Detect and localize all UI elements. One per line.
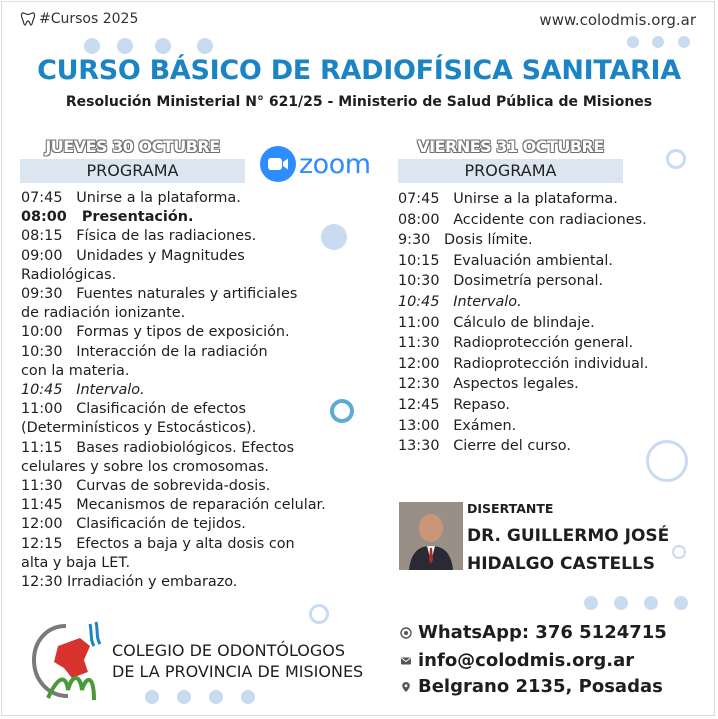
schedule-item: 13:30 Cierre del curso.	[398, 438, 571, 455]
day1-schedule	[21, 189, 361, 592]
page-subtitle: Resolución Ministerial N° 621/25 - Ministerio de Salud Pública de Misiones	[65, 94, 653, 110]
decor-dot	[614, 596, 628, 610]
zoom-camera-icon	[260, 146, 296, 182]
whatsapp-text: WhatsApp: 376 5124715	[418, 622, 667, 643]
schedule-item: 09:30 Fuentes naturales y artificiales de radiación ionizante.	[21, 286, 298, 322]
decor-ring	[672, 545, 686, 559]
schedule-item: 12:45 Repaso.	[398, 396, 510, 413]
contact-email[interactable]	[400, 650, 634, 671]
address-text: Belgrano 2135, Posadas	[418, 676, 663, 697]
schedule-item: 10:30 Dosimetría personal.	[398, 273, 604, 290]
whatsapp-icon	[400, 627, 412, 639]
speaker-photo	[399, 502, 463, 570]
schedule-item: 09:00 Unidades y Magnitudes Radiológicas.	[21, 247, 245, 283]
schedule-item: 12:15 Efectos a baja y alta dosis con alta y baja LET.	[21, 535, 295, 571]
day1-program-label: PROGRAMA	[20, 159, 245, 183]
schedule-item: 08:15 Física de las radiaciones.	[21, 228, 257, 245]
decor-dot	[652, 36, 664, 48]
decor-dot	[674, 596, 688, 610]
college-name-line2: DE LA PROVINCIA DE MISIONES	[112, 662, 364, 681]
page-title: CURSO BÁSICO DE RADIOFÍSICA SANITARIA	[37, 55, 681, 86]
schedule-item: 11:30 Curvas de sobrevida-dosis.	[21, 478, 271, 495]
college-name-line1: COLEGIO DE ODONTÓLOGOS	[112, 641, 346, 660]
decor-dot	[145, 690, 159, 704]
schedule-item: 10:30 Interacción de la radiación con la materia.	[21, 343, 268, 379]
email-text: info@colodmis.org.ar	[418, 650, 635, 671]
schedule-item: 08:00 Accidente con radiaciones.	[398, 211, 647, 228]
decor-dot	[241, 690, 255, 704]
schedule-item: 13:00 Exámen.	[398, 417, 517, 434]
day2-program-label: PROGRAMA	[398, 159, 623, 183]
tooth-icon	[20, 11, 36, 27]
day2-schedule	[398, 189, 698, 457]
schedule-item: 12:00 Radioprotección individual.	[398, 355, 649, 372]
schedule-item: 11:00 Cálculo de blindaje.	[398, 314, 595, 331]
schedule-item: 10:45 Intervalo.	[21, 382, 145, 399]
schedule-item: 12:30 Irradiación y embarazo.	[21, 574, 238, 591]
college-name	[112, 640, 363, 682]
decor-dot	[644, 596, 658, 610]
schedule-item: 10:00 Formas y tipos de exposición.	[21, 324, 290, 341]
speaker-name-line2: HIDALGO CASTELLS	[467, 554, 655, 574]
decor-dot	[117, 38, 133, 54]
zoom-wordmark: zoom	[299, 148, 371, 180]
schedule-item: 10:45 Intervalo.	[398, 293, 522, 310]
schedule-item: 11:15 Bases radiobiológicos. Efectos celulares y sobre los cromosomas.	[21, 439, 295, 475]
decor-dot	[155, 38, 171, 54]
decor-dot	[584, 596, 598, 610]
schedule-item: 11:30 Radioprotección general.	[398, 335, 634, 352]
schedule-item: 10:15 Evaluación ambiental.	[398, 252, 613, 269]
speaker-name-line1: DR. GUILLERMO JOSÉ	[467, 526, 670, 546]
schedule-item: 9:30 Dosis límite.	[398, 232, 533, 249]
day1-heading: JUEVES 30 OCTUBRE	[45, 137, 220, 156]
website-url[interactable]: www.colodmis.org.ar	[539, 11, 696, 29]
decor-dot	[197, 38, 213, 54]
schedule-item: 07:45 Unirse a la plataforma.	[398, 191, 618, 207]
day2-heading: VIERNES 31 OCTUBRE	[417, 137, 604, 156]
decor-ring	[309, 604, 329, 624]
schedule-item: 12:00 Clasificación de tejidos.	[21, 516, 246, 533]
hashtag-text: #Cursos 2025	[39, 11, 139, 27]
schedule-item: 12:30 Aspectos legales.	[398, 376, 579, 393]
location-pin-icon	[400, 681, 412, 693]
decor-dot	[84, 38, 100, 54]
speaker-role: DISERTANTE	[467, 501, 554, 516]
hashtag	[20, 11, 138, 27]
schedule-item: 08:00 Presentación.	[21, 209, 194, 226]
contact-whatsapp[interactable]	[400, 622, 667, 643]
zoom-logo	[260, 146, 371, 182]
email-icon	[400, 655, 412, 667]
decor-dot	[177, 690, 191, 704]
contact-address	[400, 676, 663, 697]
college-logo	[28, 616, 110, 708]
decor-ring	[666, 149, 686, 169]
schedule-item: 11:00 Clasificación de efectos (Determinísticos y Estocásticos).	[21, 401, 257, 437]
schedule-item: 07:45 Unirse a la plataforma.	[21, 190, 241, 206]
decor-dot	[678, 36, 690, 48]
schedule-item: 11:45 Mecanismos de reparación celular.	[21, 497, 326, 514]
speaker-name	[467, 522, 669, 578]
decor-dot	[627, 36, 639, 48]
decor-dot	[209, 690, 223, 704]
